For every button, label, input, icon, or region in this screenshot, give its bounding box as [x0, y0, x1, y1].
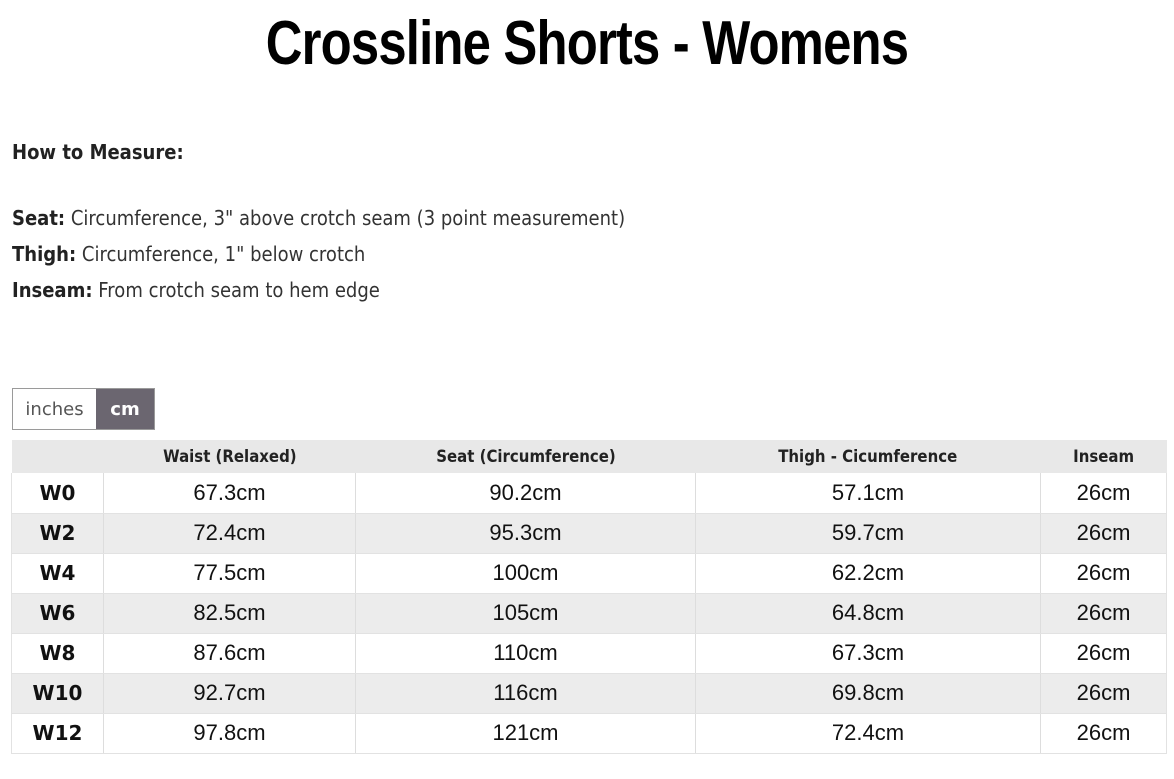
definition-text: Circumference, 1" below crotch	[81, 242, 366, 266]
table-cell: 64.8cm	[696, 593, 1041, 633]
size-label: W2	[12, 513, 104, 553]
definition-term: Inseam:	[12, 278, 93, 302]
table-row	[12, 633, 1167, 673]
table-cell: 57.1cm	[696, 473, 1041, 513]
table-cell: 62.2cm	[696, 553, 1041, 593]
table-cell: 92.7cm	[104, 673, 356, 713]
table-cell: 87.6cm	[104, 633, 356, 673]
size-chart-table	[11, 440, 1167, 754]
table-row	[12, 593, 1167, 633]
definition-seat	[12, 200, 625, 236]
how-to-measure-heading: How to Measure:	[12, 140, 184, 164]
column-header	[12, 440, 104, 473]
page-title: Crossline Shorts - Womens	[265, 9, 909, 78]
unit-toggle	[12, 388, 155, 430]
table-cell: 26cm	[1041, 473, 1167, 513]
column-header: Inseam	[1041, 440, 1167, 473]
table-cell: 26cm	[1041, 553, 1167, 593]
size-label: W4	[12, 553, 104, 593]
column-header: Thigh - Cicumference	[696, 440, 1041, 473]
table-cell: 77.5cm	[104, 553, 356, 593]
definition-term: Thigh:	[12, 242, 77, 266]
table-row	[12, 473, 1167, 513]
table-cell: 67.3cm	[696, 633, 1041, 673]
size-label: W8	[12, 633, 104, 673]
table-cell: 26cm	[1041, 593, 1167, 633]
table-cell: 26cm	[1041, 513, 1167, 553]
definition-thigh	[12, 236, 625, 272]
table-row	[12, 513, 1167, 553]
table-header-row	[12, 440, 1167, 473]
table-cell: 82.5cm	[104, 593, 356, 633]
measurement-definitions	[12, 200, 693, 308]
size-label: W12	[12, 713, 104, 753]
table-cell: 72.4cm	[696, 713, 1041, 753]
table-row	[12, 673, 1167, 713]
size-label: W6	[12, 593, 104, 633]
table-cell: 121cm	[356, 713, 696, 753]
table-cell: 26cm	[1041, 673, 1167, 713]
size-label: W0	[12, 473, 104, 513]
table-cell: 97.8cm	[104, 713, 356, 753]
table-cell: 67.3cm	[104, 473, 356, 513]
unit-inches-button[interactable]: inches	[13, 389, 96, 429]
definition-text: Circumference, 3" above crotch seam (3 point measurement)	[70, 206, 626, 230]
column-header: Seat (Circumference)	[356, 440, 696, 473]
table-row	[12, 713, 1167, 753]
table-cell: 69.8cm	[696, 673, 1041, 713]
table-cell: 100cm	[356, 553, 696, 593]
table-row	[12, 553, 1167, 593]
table-cell: 72.4cm	[104, 513, 356, 553]
table-cell: 26cm	[1041, 633, 1167, 673]
table-cell: 105cm	[356, 593, 696, 633]
table-cell: 59.7cm	[696, 513, 1041, 553]
table-cell: 110cm	[356, 633, 696, 673]
table-cell: 26cm	[1041, 713, 1167, 753]
table-cell: 95.3cm	[356, 513, 696, 553]
column-header: Waist (Relaxed)	[104, 440, 356, 473]
table-cell: 90.2cm	[356, 473, 696, 513]
unit-cm-button[interactable]: cm	[96, 389, 154, 429]
definition-text: From crotch seam to hem edge	[98, 278, 380, 302]
size-label: W10	[12, 673, 104, 713]
definition-term: Seat:	[12, 206, 66, 230]
definition-inseam	[12, 272, 625, 308]
table-cell: 116cm	[356, 673, 696, 713]
